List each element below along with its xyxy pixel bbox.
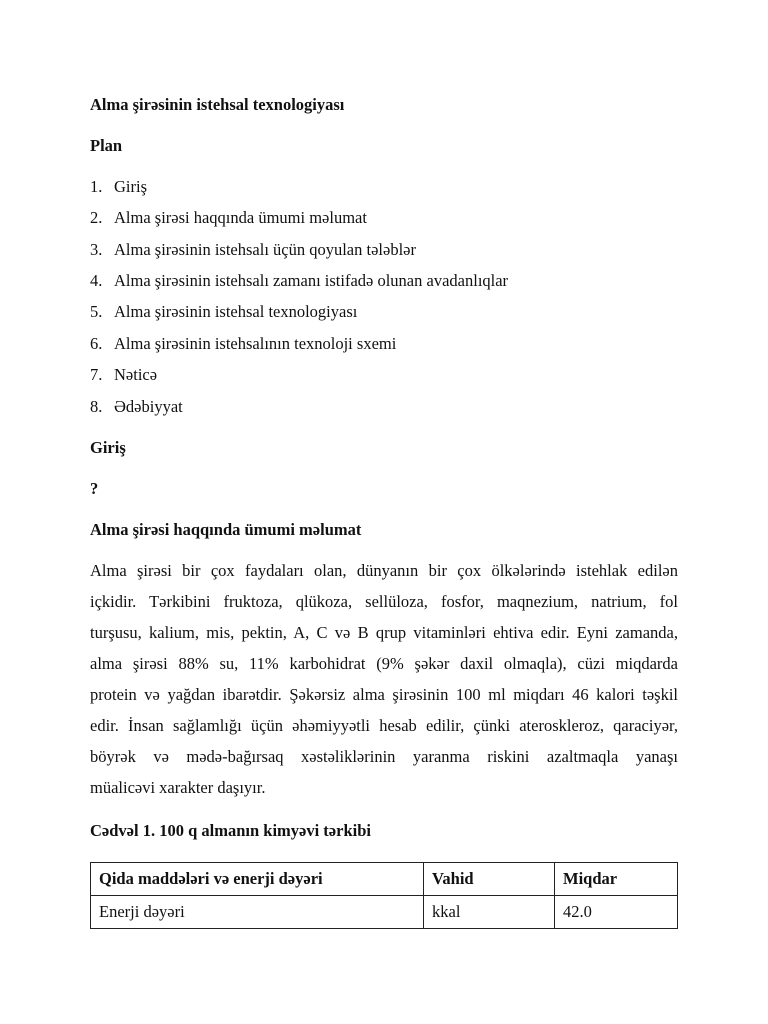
paragraph-line: protein və yağdan ibarətdir. Şəkərsiz alma şirəsinin 100 ml miqdarı 46 kalori təşkil	[90, 685, 678, 704]
paragraph-line: müalicəvi xarakter daşıyır.	[90, 778, 266, 797]
plan-item-number: 4.	[90, 271, 103, 290]
plan-item-text: Alma şirəsinin istehsalı zamanı istifadə olunan avadanlıqlar	[114, 271, 509, 290]
paragraph-line: alma şirəsi 88% su, 11% karbohidrat (9% şəkər daxil olmaqla), cüzi miqdarda	[90, 654, 678, 673]
section-heading: Alma şirəsi haqqında ümumi məlumat	[90, 520, 362, 539]
plan-item-text: Nəticə	[114, 365, 158, 384]
plan-item	[90, 302, 357, 322]
plan-item-number: 3.	[90, 240, 103, 259]
document-title: Alma şirəsinin istehsal texnologiyası	[90, 95, 345, 114]
plan-heading: Plan	[90, 136, 123, 155]
plan-item-number: 2.	[90, 208, 103, 227]
plan-item-number: 8.	[90, 397, 103, 416]
paragraph-line: turşusu, kalium, mis, pektin, A, C və B qrup vitaminləri ehtiva edir. Eyni zamanda,	[90, 623, 678, 642]
table-header-row	[91, 863, 678, 896]
plan-item-number: 1.	[90, 177, 103, 196]
plan-item	[90, 240, 416, 260]
plan-item	[90, 271, 508, 291]
table-cell: kkal	[424, 896, 555, 929]
table-cell: 42.0	[555, 896, 678, 929]
plan-item	[90, 397, 183, 417]
paragraph-line: böyrək və mədə-bağırsaq xəstəliklərinin yaranma riskini azaltmaqla yanaşı	[90, 747, 678, 766]
plan-item-text: Alma şirəsinin istehsalı üçün qoyulan tələblər	[114, 240, 416, 259]
plan-item-text: Ədəbiyyat	[114, 397, 183, 416]
plan-item-text: Alma şirəsinin istehsalının texnoloji sxemi	[114, 334, 397, 353]
table-header-cell: Vahid	[424, 863, 555, 896]
plan-item-text: Alma şirəsinin istehsal texnologiyası	[114, 302, 358, 321]
intro-text: ?	[90, 479, 99, 498]
plan-item-text: Giriş	[114, 177, 147, 196]
composition-table	[90, 862, 678, 929]
paragraph-line: edir. İnsan sağlamlığı üçün əhəmiyyətli hesab edilir, çünki ateroskleroz, qaraciyər,	[90, 716, 678, 735]
paragraph-line: Alma şirəsi bir çox faydaları olan, dünyanın bir çox ölkələrində istehlak edilən	[90, 561, 678, 580]
table-header-cell: Qida maddələri və enerji dəyəri	[91, 863, 424, 896]
plan-item-number: 7.	[90, 365, 103, 384]
plan-item	[90, 334, 396, 354]
table-cell: Enerji dəyəri	[91, 896, 424, 929]
table-row	[91, 896, 678, 929]
paragraph-line: içkidir. Tərkibini fruktoza, qlükoza, sellüloza, fosfor, maqnezium, natrium, fol	[90, 592, 678, 611]
plan-item	[90, 208, 367, 228]
plan-item-number: 5.	[90, 302, 103, 321]
plan-item	[90, 177, 147, 197]
plan-item-number: 6.	[90, 334, 103, 353]
intro-heading: Giriş	[90, 438, 126, 457]
plan-item	[90, 365, 157, 385]
table-header-cell: Miqdar	[555, 863, 678, 896]
table-caption: Cədvəl 1. 100 q almanın kimyəvi tərkibi	[90, 821, 371, 840]
plan-item-text: Alma şirəsi haqqında ümumi məlumat	[114, 208, 367, 227]
